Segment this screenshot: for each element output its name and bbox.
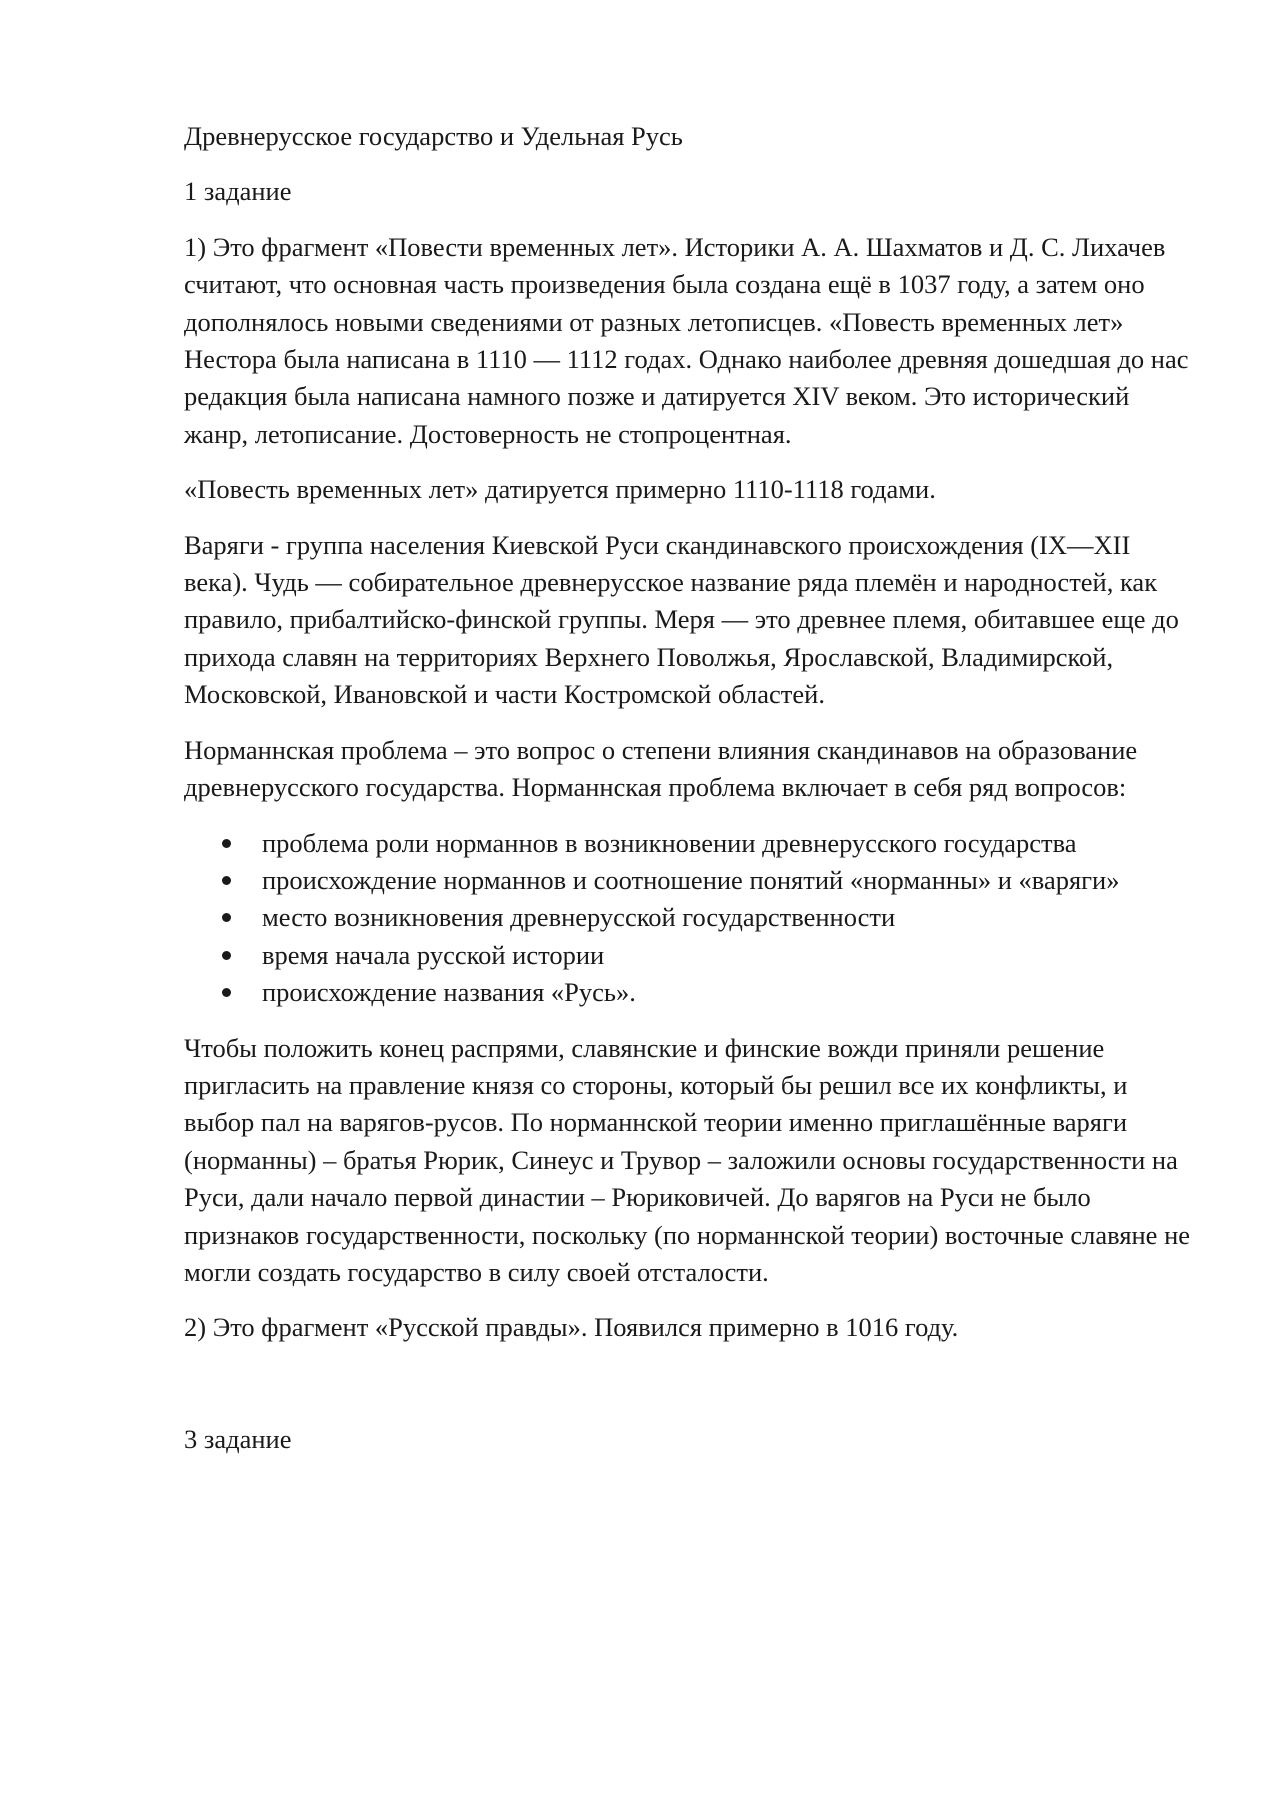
list-item <box>262 862 1200 899</box>
paragraph-tribes: Варяги - группа населения Киевской Руси скандинавского происхождения (IX—XII века). Чудь — собирательное древнерусское название ряда племён и народностей, как правило, прибалтийско-финской группы. Меря — это древнее племя, обитавшее еще до прихода славян на территориях Верхнего Поволжья, Ярославской, Владимирской, Московской, Ивановской и части Костромской областей. <box>184 529 1179 710</box>
list-item <box>262 899 1200 936</box>
bullet-icon <box>222 876 231 885</box>
norman-questions-list <box>184 825 1200 1012</box>
list-item <box>262 825 1200 862</box>
bullet-icon <box>222 951 231 960</box>
list-item-text: происхождение норманнов и соотношение понятий «норманны» и «варяги» <box>262 864 1120 895</box>
list-item-text: время начала русской истории <box>262 939 605 970</box>
blank-line <box>184 1365 1200 1421</box>
paragraph-russkaya-pravda: 2) Это фрагмент «Русской правды». Появился примерно в 1016 году. <box>184 1312 959 1343</box>
list-item-text: происхождение названия «Русь». <box>262 977 636 1008</box>
paragraph-norman-problem: Норманнская проблема – это вопрос о степени влияния скандинавов на образование древнерусского государства. Норманнская проблема включает в себя ряд вопросов: <box>184 734 1138 803</box>
bullet-icon <box>222 913 231 922</box>
list-item-text: проблема роли норманнов в возникновении древнерусского государства <box>262 827 1077 858</box>
list-item-text: место возникновения древнерусской государственности <box>262 902 896 933</box>
paragraph-varangians-invitation: Чтобы положить конец распрями, славянские и финские вожди приняли решение пригласить на правление князя со стороны, который бы решил все их конфликты, и выбор пал на варягов-русов. По норманнской теории именно приглашённые варяги (норманны) – братья Рюрик, Синеус и Трувор – заложили основы государственности на Руси, дали начало первой династии – Рюриковичей. До варягов на Руси не было признаков государственности, поскольку (по норманнской теории) восточные славяне не могли создать государство в силу своей отсталости. <box>184 1032 1191 1287</box>
document-page <box>184 118 1200 1476</box>
task-1-heading: 1 задание <box>184 176 292 207</box>
bullet-icon <box>222 988 231 997</box>
paragraph-chronicle: 1) Это фрагмент «Повести временных лет». Историки А. А. Шахматов и Д. С. Лихачев считают, что основная часть произведения была создана ещё в 1037 году, а затем оно дополнялось новыми сведениями от разных летописцев. «Повесть временных лет» Нестора была написана в 1110 — 1112 годах. Однако наиболее древняя дошедшая до нас редакция была написана намного позже и датируется XIV веком. Это исторический жанр, летописание. Достоверность не стопроцентная. <box>184 231 1189 449</box>
list-item <box>262 974 1200 1011</box>
list-item <box>262 937 1200 974</box>
paragraph-dating: «Повесть временных лет» датируется примерно 1110-1118 годами. <box>184 474 936 505</box>
task-3-heading: 3 задание <box>184 1423 292 1454</box>
bullet-icon <box>222 839 231 848</box>
document-title: Древнерусское государство и Удельная Русь <box>184 121 683 151</box>
